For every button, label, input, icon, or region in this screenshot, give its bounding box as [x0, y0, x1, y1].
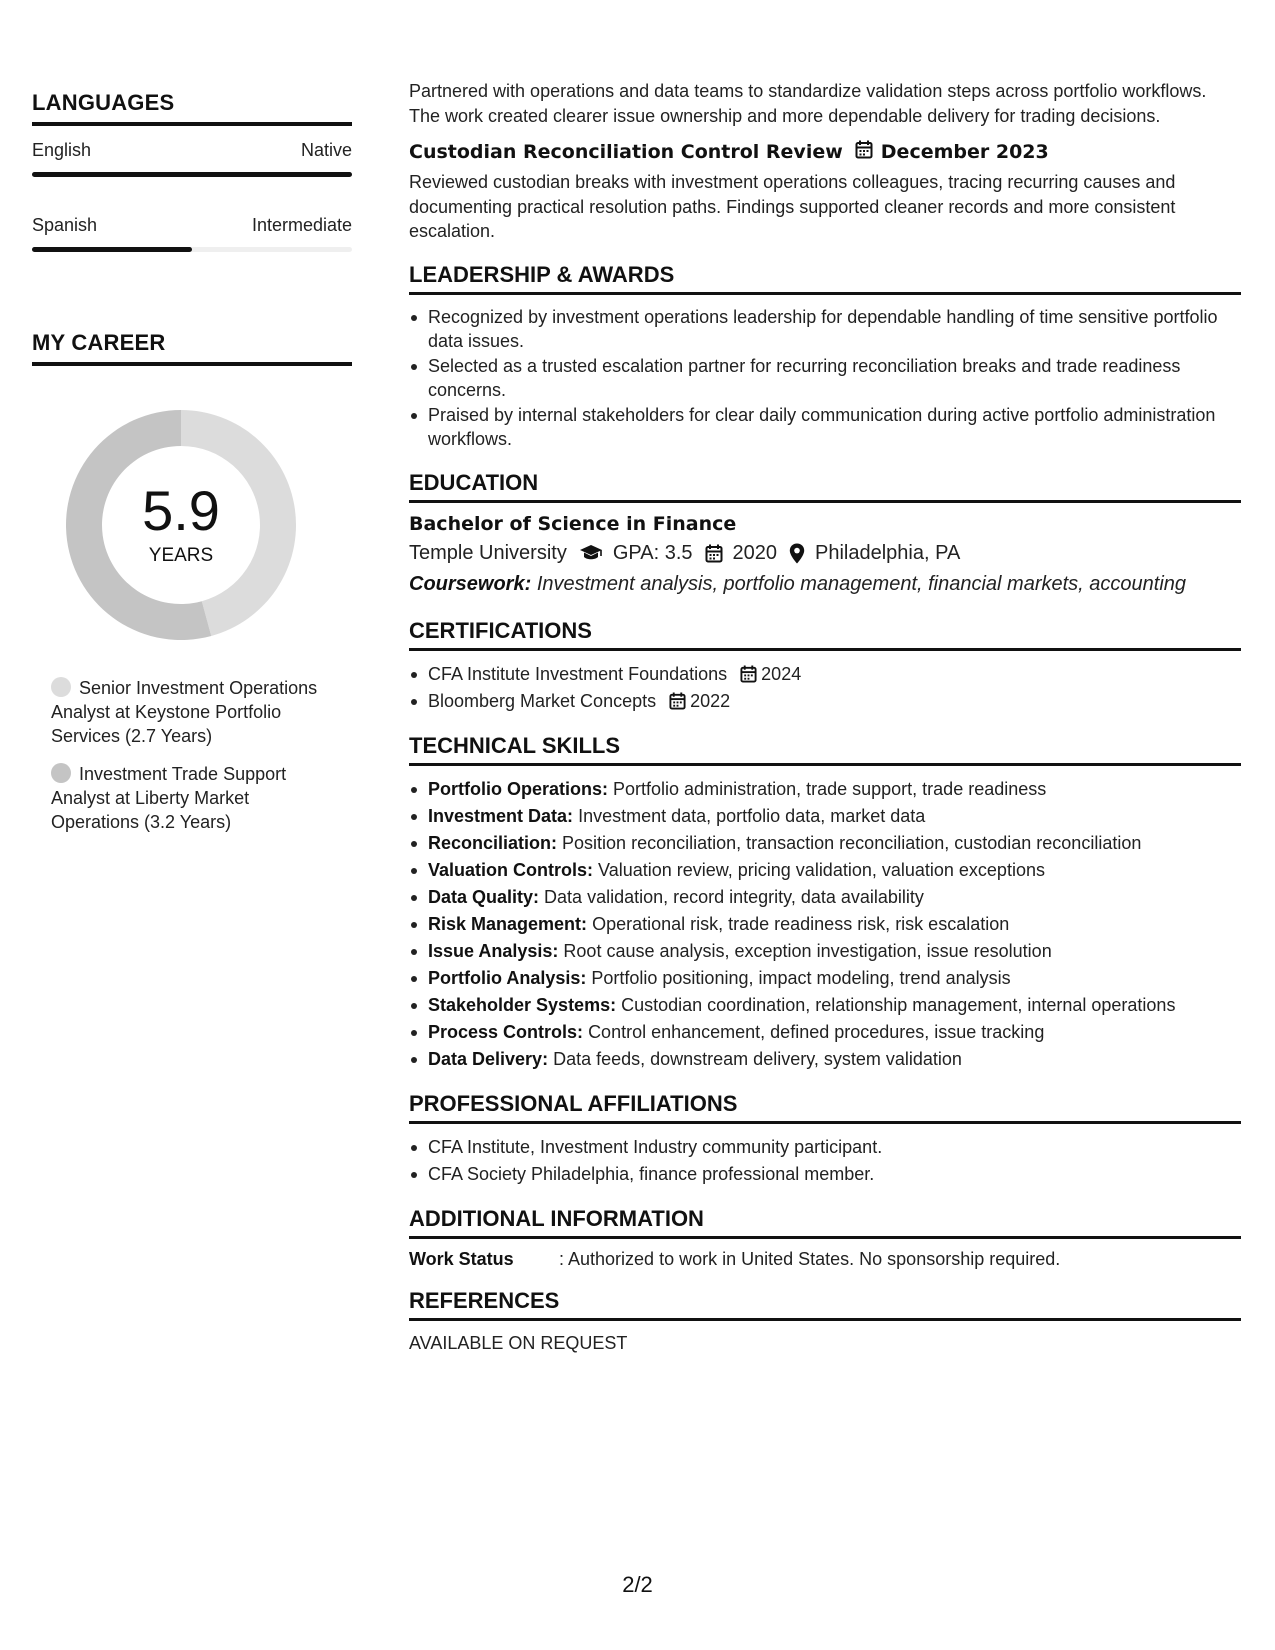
education-location: Philadelphia, PA — [815, 541, 961, 564]
skill-value: Position reconciliation, transaction reconciliation, custodian reconciliation — [562, 832, 1142, 853]
career-legend-item — [51, 762, 331, 834]
list-item — [409, 661, 1241, 688]
leadership-list — [409, 305, 1241, 452]
education-heading: EDUCATION — [409, 470, 1241, 503]
skill-label: Data Delivery: — [428, 1048, 549, 1069]
skill-label: Data Quality: — [428, 886, 540, 907]
skill-label: Portfolio Operations: — [428, 778, 608, 799]
education-school: Temple University — [409, 541, 567, 564]
language-spanish — [32, 215, 352, 252]
certification-name: Bloomberg Market Concepts — [428, 690, 657, 711]
work-status-label: Work Status — [409, 1248, 514, 1269]
references-text: AVAILABLE ON REQUEST — [409, 1332, 628, 1353]
skill-label: Issue Analysis: — [428, 940, 559, 961]
skill-item — [409, 911, 1241, 938]
references-heading: REFERENCES — [409, 1288, 1241, 1321]
certification-year: 2024 — [761, 663, 802, 684]
project-date: December 2023 — [880, 141, 1049, 163]
skill-value: Data validation, record integrity, data availability — [544, 886, 924, 907]
career-donut-chart — [66, 410, 296, 640]
coursework-label: Coursework: — [409, 572, 532, 595]
skill-item — [409, 965, 1241, 992]
graduation-cap-icon — [579, 544, 603, 562]
skill-label: Stakeholder Systems: — [428, 994, 617, 1015]
education-gpa: GPA: 3.5 — [612, 541, 693, 564]
skill-label: Reconciliation: — [428, 832, 558, 853]
list-item: CFA Institute, Investment Industry community participant. — [409, 1134, 1241, 1161]
leadership-heading: LEADERSHIP & AWARDS — [409, 262, 1241, 295]
skill-item — [409, 1046, 1241, 1073]
skill-item — [409, 776, 1241, 803]
sidebar — [32, 90, 352, 834]
location-pin-icon — [789, 543, 805, 564]
calendar-icon — [740, 665, 757, 683]
work-status-value: : Authorized to work in United States. No sponsorship required. — [559, 1248, 1061, 1269]
project-description: Reviewed custodian breaks with investment operations colleagues, tracing recurring causes and documenting practical resolution paths. Findings supported cleaner records and more consistent escalation. — [409, 172, 1176, 241]
list-item: CFA Society Philadelphia, finance professional member. — [409, 1161, 1241, 1188]
calendar-icon — [669, 692, 686, 710]
skill-value: Control enhancement, defined procedures, issue tracking — [588, 1021, 1045, 1042]
page-number: 2/2 — [622, 1572, 653, 1597]
skill-value: Portfolio administration, trade support, trade readiness — [613, 778, 1047, 799]
list-item: Selected as a trusted escalation partner for recurring reconciliation breaks and trade readiness concerns. — [409, 354, 1241, 403]
skill-item — [409, 938, 1241, 965]
career-legend-item — [51, 676, 331, 748]
calendar-icon — [705, 544, 723, 563]
skill-label: Portfolio Analysis: — [428, 967, 587, 988]
language-name: Spanish — [32, 215, 98, 235]
affiliations-heading: PROFESSIONAL AFFILIATIONS — [409, 1091, 1241, 1124]
skill-item — [409, 803, 1241, 830]
education-coursework — [409, 573, 1241, 596]
certification-year: 2022 — [690, 690, 731, 711]
skill-item — [409, 992, 1241, 1019]
skills-list — [409, 776, 1241, 1073]
skills-heading: TECHNICAL SKILLS — [409, 733, 1241, 766]
language-english — [32, 140, 352, 177]
experience-paragraph: Partnered with operations and data teams to standardize validation steps across portfolio workflows. The work created clearer issue ownership and more dependable delivery for trading decisions. — [409, 81, 1207, 126]
skill-item — [409, 1019, 1241, 1046]
certifications-heading: CERTIFICATIONS — [409, 618, 1241, 651]
language-proficiency-bar — [32, 172, 352, 177]
affiliations-list — [409, 1134, 1241, 1188]
language-proficiency-fill — [32, 172, 352, 177]
skill-item — [409, 884, 1241, 911]
coursework-text: Investment analysis, portfolio management, financial markets, accounting — [536, 572, 1187, 595]
language-proficiency-bar — [32, 247, 352, 252]
list-item: Recognized by investment operations leadership for dependable handling of time sensitive portfolio data issues. — [409, 305, 1241, 354]
education-degree: Bachelor of Science in Finance — [409, 512, 737, 535]
calendar-icon — [855, 140, 873, 164]
list-item: Praised by internal stakeholders for clear daily communication during active portfolio administration workflows. — [409, 403, 1241, 452]
list-item — [409, 688, 1241, 715]
languages-heading: LANGUAGES — [32, 90, 352, 126]
language-name: English — [32, 140, 92, 160]
skill-item — [409, 830, 1241, 857]
career-total-unit: YEARS — [148, 545, 214, 566]
career-legend-label: Senior Investment Operations Analyst at Keystone Portfolio Services (2.7 Years) — [51, 678, 318, 746]
certification-name: CFA Institute Investment Foundations — [428, 663, 728, 684]
skill-value: Investment data, portfolio data, market data — [578, 805, 926, 826]
project-title: Custodian Reconciliation Control Review — [409, 141, 843, 163]
skill-value: Operational risk, trade readiness risk, risk escalation — [592, 913, 1010, 934]
skill-value: Root cause analysis, exception investigation, issue resolution — [563, 940, 1052, 961]
language-level: Intermediate — [251, 215, 352, 235]
skill-value: Custodian coordination, relationship management, internal operations — [621, 994, 1176, 1015]
project-title-row — [409, 140, 1241, 164]
skill-label: Investment Data: — [428, 805, 574, 826]
career-heading: MY CAREER — [32, 330, 352, 366]
additional-info-heading: ADDITIONAL INFORMATION — [409, 1206, 1241, 1239]
education-year: 2020 — [732, 541, 777, 564]
certifications-list — [409, 661, 1241, 715]
skill-label: Risk Management: — [428, 913, 588, 934]
skill-value: Data feeds, downstream delivery, system validation — [553, 1048, 962, 1069]
skill-item — [409, 857, 1241, 884]
career-total-value: 5.9 — [142, 479, 220, 542]
legend-dot — [51, 677, 71, 697]
career-legend — [51, 676, 331, 834]
language-level: Native — [300, 140, 352, 160]
work-status-row — [409, 1249, 1241, 1270]
education-meta-row — [409, 542, 1241, 565]
career-legend-label: Investment Trade Support Analyst at Liberty Market Operations (3.2 Years) — [51, 764, 287, 832]
skill-label: Valuation Controls: — [428, 859, 594, 880]
skill-label: Process Controls: — [428, 1021, 584, 1042]
legend-dot — [51, 763, 71, 783]
language-proficiency-fill — [32, 247, 192, 252]
skill-value: Portfolio positioning, impact modeling, trend analysis — [591, 967, 1011, 988]
main-content — [409, 79, 1241, 1354]
skill-value: Valuation review, pricing validation, valuation exceptions — [598, 859, 1045, 880]
